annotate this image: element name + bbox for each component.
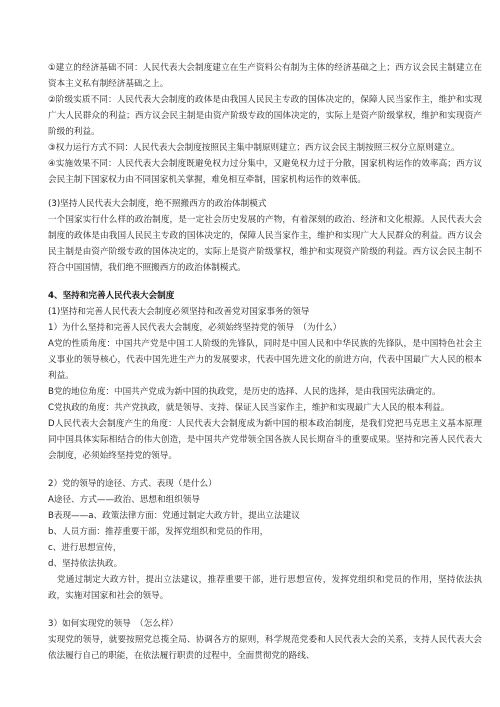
party-leadership-what-paragraph: 2）党的领导的途径、方式、表现（是什么） A途径、方式——政治、思想和组织领导 B表现——a、政策法律方面：党通过制定大政方针，提出立法建议 b、人员方面：推荐重要干部，发挥党组织和党员的作用， c、进行思想宣传， d、坚持依法执政。 党通过制定大政方针，提出立法建议，推荐重要干部，进行思想宣传，发挥党组织和党员的作用，坚持依法执政，实施对国家和社会的领导。 bbox=[48, 479, 482, 601]
party-leadership-how-paragraph: 3）如何实现党的领导 （怎么样） 实现党的领导，就要按照党总揽全局、协调各方的原则，科学规范党委和人民代表大会的关系，支持人民代表大会依法履行自己的职能，在依法履行职责的过程中，全面贯彻党的路线、 bbox=[48, 619, 482, 661]
spacer bbox=[48, 604, 482, 616]
spacer bbox=[48, 276, 482, 288]
section-heading: 4、坚持和完善人民代表大会制度 bbox=[48, 291, 175, 301]
no-copy-western-paragraph: (3)坚持人民代表大会制度，绝不照搬西方的政治体制模式 一个国家实行什么样的政治制度，是一定社会历史发展的产物，有着深刻的政治、经济和文化根源。人民代表大会制度的政体是由我国人民民主专政的国体决定的，保障人民当家作主，维护和实现广大人民群众的利益。西方议会民主制是由资产阶级专政的国体决定的，实际上是资产阶级掌权，维护和实现资产阶级的利益。西方议会民主制不符合中国国情，我们绝不照搬西方的政治体制模式。 bbox=[48, 199, 482, 273]
party-leadership-why-paragraph: (1)坚持和完善人民代表大会制度必须坚持和改善党对国家事务的领导 1）为什么坚持和完善人民代表大会制度，必须始终坚持党的领导 （为什么） A党的性质角度：中国共产党是中国工人阶级的先锋队，同时是中国人民和中华民族的先锋队，是中国特色社会主义事业的领导核心，代表中国先进生产力的发展要求，代表中国先进文化的前进方向，代表中国最广大人民的根本利益。 B党的地位角度：中国共产党成为新中国的执政党，是历史的选择、人民的选择，是由我国宪法确定的。 C党执政的角度：共产党执政，就是领导、支持、保证人民当家作主，维护和实现最广大人民的根本利益。 D人民代表大会制度产生的角度：人民代表大会制度成为新中国的根本政治制度，是我们党把马克思主义基本原理同中国具体实际相结合的伟大创造，是中国共产党带领全国各族人民长期奋斗的重要成果。坚持和完善人民代表大会制度，必须始终坚持党的领导。 bbox=[48, 307, 482, 461]
spacer bbox=[48, 464, 482, 476]
spacer bbox=[48, 188, 482, 196]
comparison-paragraph: ①建立的经济基础不同：人民代表大会制度建立在生产资料公有制为主体的经济基础之上；西方议会民主制建立在资本主义私有制经济基础之上。 ②阶级实质不同：人民代表大会制度的政体是由我国人民民主专政的国体决定的，保障人民当家作主，维护和实现广大人民群众的利益；西方议会民主制是由资产阶级专政的国体决定的，实际上是资产阶级掌权，维护和实现资产阶级的利益。 ③权力运行方式不同：人民代表大会制度按照民主集中制原则建立；西方议会民主制按照三权分立原则建立。 ④实施效果不同：人民代表大会制度既避免权力过分集中，又避免权力过于分散，国家机构运作的效率高；西方议会民主制下国家权力由不同国家机关掌握，难免相互牵制，国家机构运作的效率低。 bbox=[48, 63, 482, 185]
